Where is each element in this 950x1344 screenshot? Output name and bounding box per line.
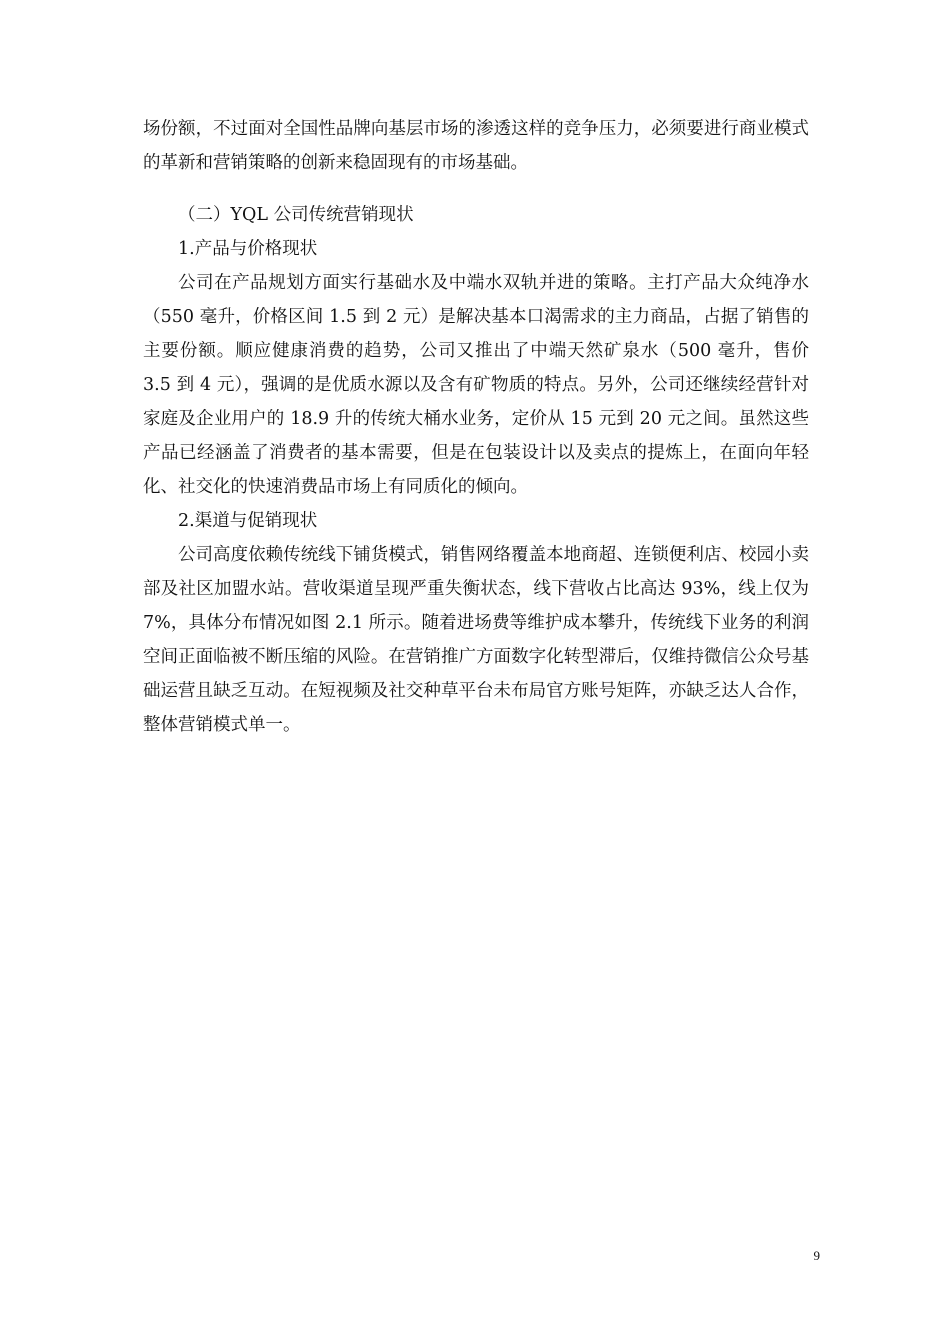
- subsection-heading-channel-promotion: 2.渠道与促销现状: [178, 511, 318, 531]
- section-heading: （二）YQL 公司传统营销现状: [178, 205, 414, 225]
- subsection-heading-product-price: 1.产品与价格现状: [178, 239, 318, 259]
- section-traditional-marketing: [143, 198, 809, 742]
- paragraph-product-price: 公司在产品规划方面实行基础水及中端水双轨并进的策略。主打产品大众纯净水（550 毫升，价格区间 1.5 到 2 元）是解决基本口渴需求的主力商品，占据了销售的主要份额。顺应健康消费的趋势，公司又推出了中端天然矿泉水（500 毫升，售价 3.5 到 4 元），强调的是优质水源以及含有矿物质的特点。另外，公司还继续经营针对家庭及企业用户的 18.9 升的传统大桶水业务，定价从 15 元到 20 元之间。虽然这些产品已经涵盖了消费者的基本需要，但是在包装设计以及卖点的提炼上，在面向年轻化、社交化的快速消费品市场上有同质化的倾向。: [143, 273, 809, 497]
- paragraph-channel-promotion: 公司高度依赖传统线下铺货模式，销售网络覆盖本地商超、连锁便利店、校园小卖部及社区加盟水站。营收渠道呈现严重失衡状态，线下营收占比高达 93%，线上仅为 7%，具体分布情况如图 2.1 所示。随着进场费等维护成本攀升，传统线下业务的利润空间正面临被不断压缩的风险。在营销推广方面数字化转型滞后，仅维持微信公众号基础运营且缺乏互动。在短视频及社交种草平台未布局官方账号矩阵，亦缺乏达人合作，整体营销模式单一。: [143, 545, 809, 735]
- page-number: 9: [813, 1248, 820, 1263]
- continuation-paragraph: 场份额，不过面对全国性品牌向基层市场的渗透这样的竞争压力，必须要进行商业模式的革新和营销策略的创新来稳固现有的市场基础。: [143, 119, 809, 173]
